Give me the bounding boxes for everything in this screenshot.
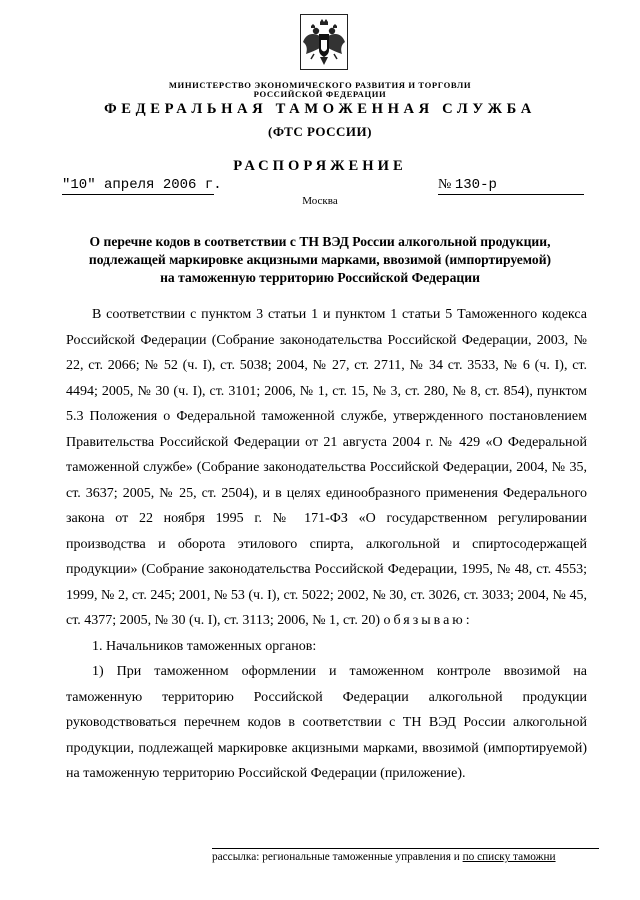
distribution-list: по списку таможни <box>462 851 556 863</box>
distribution-note <box>212 851 599 863</box>
subject-line: подлежащей маркировке акцизными марками, ввозимой (импортируемой) <box>88 252 552 267</box>
document-subject <box>60 233 580 287</box>
preamble-text: В соответствии с пунктом 3 статьи 1 и пунктом 1 статьи 5 Таможенного кодекса Российской Федерации (Собрание законодательства Российской Федерации, 2003, № 22, ст. 2066; № 52 (ч. I), ст. 5038; 2004, № 27, ст. 2711, № 34 ст. 3533, № 6 (ч. I), ст. 4494; 2005, № 30 (ч. I), ст. 3101; 2006, № 1, ст. 15, № 3, ст. 280, № 8, ст. 854), пунктом 5.3 Положения о Федеральной таможенной службе, утвержденного постановлением Правительства Российской Федерации от 21 августа 2004 г. № 429 «О Федеральной таможенной службе» (Собрание законодательства Российской Федерации, 2004, № 35, ст. 3637; 2005, № 25, ст. 2504), и в целях единообразного применения Федерального закона от 22 ноября 1995 г. № 171-ФЗ «О государственном регулировании производства и оборота этилового спирта, алкогольной и спиртосодержащей продукции» (Собрание законодательства Российской Федерации, 1995, № 48, ст. 4553; 1999, № 2, ст. 245; 2001, № 53 (ч. I), ст. 5022; 2002, № 30, ст. 3026, ст. 3033; 2004, № 45, ст. 4377; 2005, № 30 (ч. I), ст. 3113; 2006, № 1, ст. 20) <box>66 307 587 628</box>
item-1-paragraph: 1. Начальников таможенных органов: <box>92 638 317 654</box>
document-type: РАСПОРЯЖЕНИЕ <box>233 158 407 174</box>
document-city: Москва <box>302 195 338 207</box>
ministry-name-line2: РОССИЙСКОЙ ФЕДЕРАЦИИ <box>253 89 387 99</box>
number-sign: № <box>438 177 452 192</box>
subject-line: на таможенную территорию Российской Федерации <box>160 270 480 285</box>
footer-divider <box>212 848 599 849</box>
subject-line: О перечне кодов в соответствии с ТН ВЭД России алкогольной продукции, <box>89 234 551 249</box>
agency-name: ФЕДЕРАЛЬНАЯ ТАМОЖЕННАЯ СЛУЖБА <box>104 101 536 117</box>
agency-abbreviation: (ФТС РОССИИ) <box>268 124 372 139</box>
distribution-text: рассылка: региональные таможенные управления и <box>212 851 460 863</box>
ministry-name-line1: МИНИСТЕРСТВО ЭКОНОМИЧЕСКОГО РАЗВИТИЯ И ТОРГОВЛИ <box>168 80 472 90</box>
document-number <box>438 177 497 193</box>
obligate-word: обязываю: <box>383 613 473 628</box>
document-body <box>66 302 587 787</box>
item-1-1-paragraph: 1) При таможенном оформлении и таможенном контроле ввозимой на таможенную территорию Российской Федерации алкогольной продукции руководствоваться перечнем кодов в соответствии с ТН ВЭД России алкогольной продукции, подлежащей маркировке акцизными марками, ввозимой (импортируемой) на таможенную территорию Российской Федерации (приложение). <box>66 664 587 781</box>
coat-of-arms-emblem <box>300 14 348 70</box>
document-date: "10" апреля 2006 г. <box>62 177 222 193</box>
number-value: 130-р <box>454 177 497 193</box>
preamble-paragraph <box>66 302 587 634</box>
